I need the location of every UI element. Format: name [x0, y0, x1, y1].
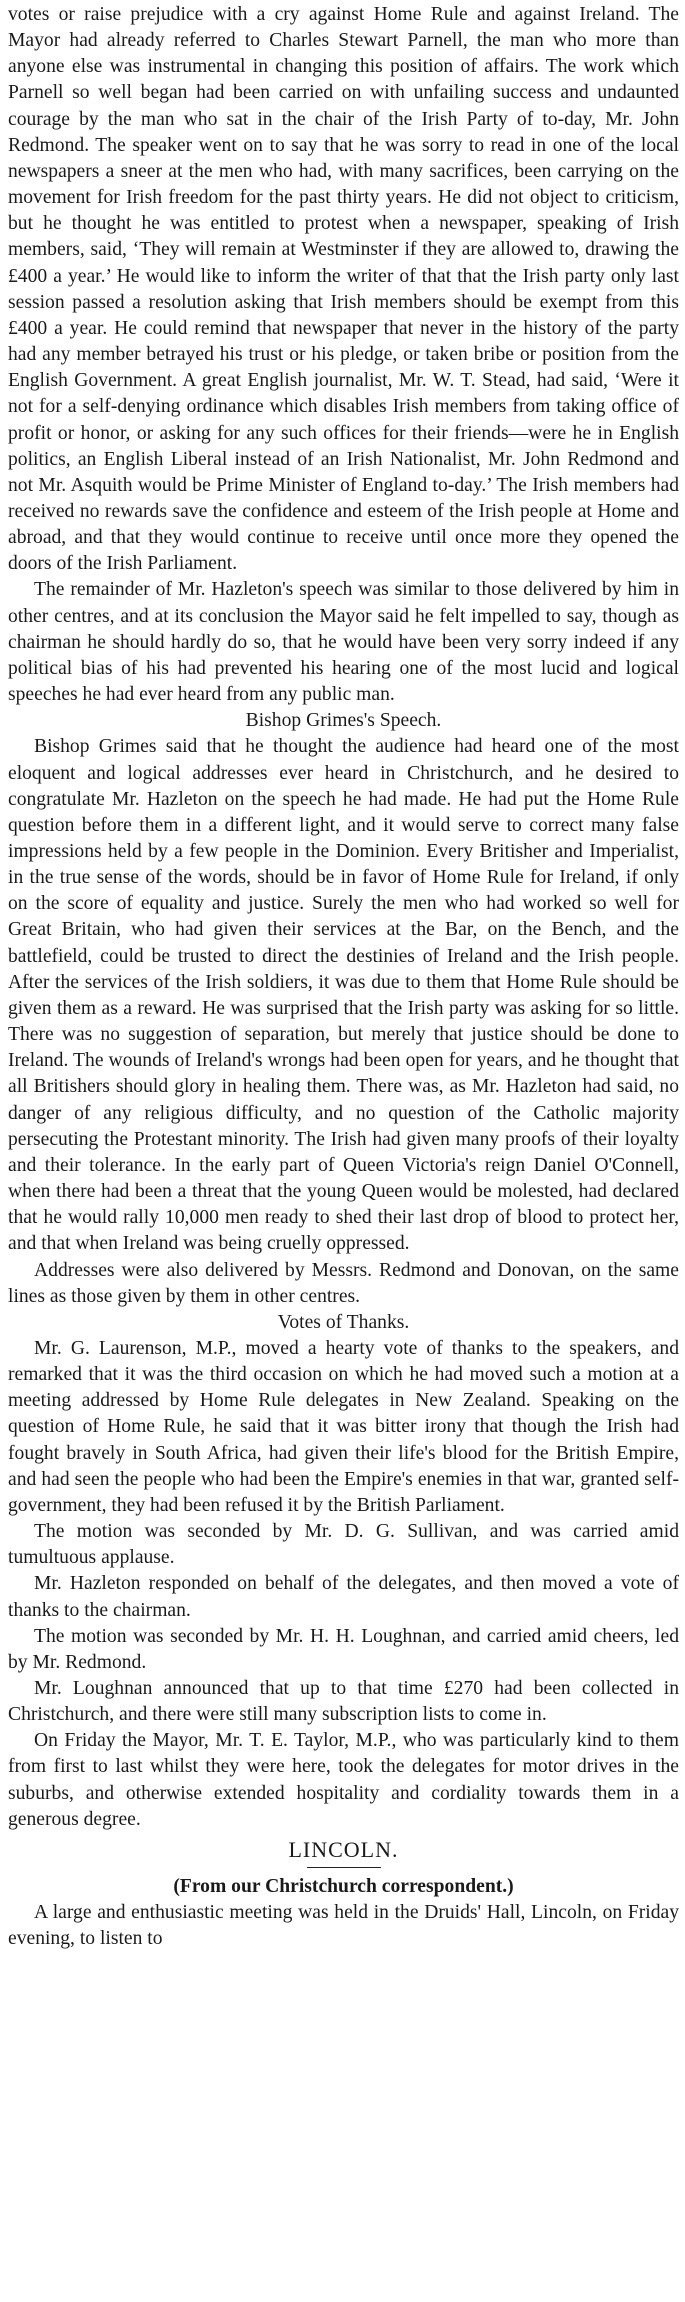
article-paragraph: The motion was seconded by Mr. H. H. Loughnan, and carried amid cheers, led by Mr. Redmond.: [8, 1625, 679, 1673]
article-paragraph: votes or raise prejudice with a cry against Home Rule and against Ireland. The Mayor had already referred to Charles Stewart Parnell, the man who more than anyone else was instrumental in changing this position of affairs. The work which Parnell so well began had been carried on with unfailing success and undaunted courage by the man who sat in the chair of the Irish Party of to-day, Mr. John Redmond. The speaker went on to say that he was sorry to read in one of the local newspapers a sneer at the men who had, with many sacrifices, been carrying on the movement for Irish freedom for the past thirty years. He did not object to criticism, but he thought he was entitled to protest when a newspaper, speaking of Irish members, said, ‘They will remain at Westminster if they are allowed to, drawing the £400 a year.’ He would like to inform the writer of that that the Irish party only last session passed a resolution asking that Irish members should be exempt from this £400 a year. He could remind that newspaper that never in the history of the party had any member betrayed his trust or his pledge, or taken bribe or position from the English Government. A great English journalist, Mr. W. T. Stead, had said, ‘Were it not for a self-denying ordinance which disables Irish members from taking office of profit or honor, or asking for any such offices for their friends—were he in English politics, an English Liberal instead of an Irish Nationalist, Mr. John Redmond and not Mr. Asquith would be Prime Minister of England to-day.’ The Irish members had received no rewards save the confidence and esteem of the Irish people at Home and abroad, and that they would continue to receive until once more they opened the doors of the Irish Parliament.: [8, 4, 679, 575]
article-paragraph: The remainder of Mr. Hazleton's speech was similar to those delivered by him in other centres, and at its conclusion the Mayor said he felt impelled to say, though as chairman he should hardly do so, that he would have been very sorry indeed if any political bias of his had prevented his hearing one of the most lucid and logical speeches he had ever heard from any public man.: [8, 579, 679, 706]
article-paragraph: Addresses were also delivered by Messrs. Redmond and Donovan, on the same lines as those given by them in other centres.: [8, 1259, 679, 1307]
subheading-bishop-grimes: Bishop Grimes's Speech.: [245, 710, 442, 732]
article-paragraph: Mr. Loughnan announced that up to that time £270 had been collected in Christchurch, and there were still many subscription lists to come in.: [8, 1678, 679, 1726]
article-paragraph: Bishop Grimes said that he thought the audience had heard one of the most eloquent and logical addresses ever heard in Christchurch, and he desired to congratulate Mr. Hazleton on the speech he had made. He had put the Home Rule question before them in a different light, and it would serve to correct many false impressions held by a few people in the Dominion. Every Britisher and Imperialist, in the true sense of the words, should be in favor of Home Rule for Ireland, if only on the score of equality and justice. Surely the men who had worked so well for Great Britain, who had given their services at the Bar, on the Bench, and the battlefield, could be trusted to direct the destinies of Ireland and the Irish people. After the services of the Irish soldiers, it was due to them that Home Rule should be given them as a reward. He was surprised that the Irish party was asking for so little. There was no suggestion of separation, but merely that justice should be done to Ireland. The wounds of Ireland's wrongs had been open for years, and he thought that all Britishers should glory in healing them. There was, as Mr. Hazleton had said, no danger of any religious difficulty, and no question of the Catholic majority persecuting the Protestant minority. The Irish had given many proofs of their loyalty and their tolerance. In the early part of Queen Victoria's reign Daniel O'Connell, when there had been a threat that the young Queen would be molested, had declared that he would rally 10,000 men ready to shed their last drop of blood to protect her, and that when Ireland was being cruelly oppressed.: [8, 736, 679, 1255]
article-paragraph: The motion was seconded by Mr. D. G. Sullivan, and was carried amid tumultuous applause.: [8, 1521, 679, 1569]
article-paragraph: On Friday the Mayor, Mr. T. E. Taylor, M.P., who was particularly kind to them from first to last whilst they were here, took the delegates for motor drives in the suburbs, and otherwise extended hospitality and cordiality towards them in a generous degree.: [8, 1730, 679, 1830]
article-paragraph: Mr. G. Laurenson, M.P., moved a hearty vote of thanks to the speakers, and remarked that it was the third occasion on which he had moved such a motion at a meeting addressed by Home Rule delegates in New Zealand. Speaking on the question of Home Rule, he said that it was bitter irony that though the Irish had fought bravely in South Africa, had given their life's blood for the British Empire, and had seen the people who had been the Empire's enemies in that war, granted self-government, they had been refused it by the British Parliament.: [8, 1337, 679, 1516]
correspondent-line: (From our Christchurch correspondent.): [173, 1876, 514, 1898]
article-paragraph: Mr. Hazleton responded on behalf of the delegates, and then moved a vote of thanks to the chairman.: [8, 1573, 679, 1621]
section-heading-lincoln: LINCOLN.: [288, 1836, 399, 1862]
heading-divider: [307, 1867, 381, 1868]
subheading-votes-of-thanks: Votes of Thanks.: [277, 1311, 410, 1333]
article-paragraph: A large and enthusiastic meeting was held in the Druids' Hall, Lincoln, on Friday evening, to listen to: [8, 1902, 679, 1950]
